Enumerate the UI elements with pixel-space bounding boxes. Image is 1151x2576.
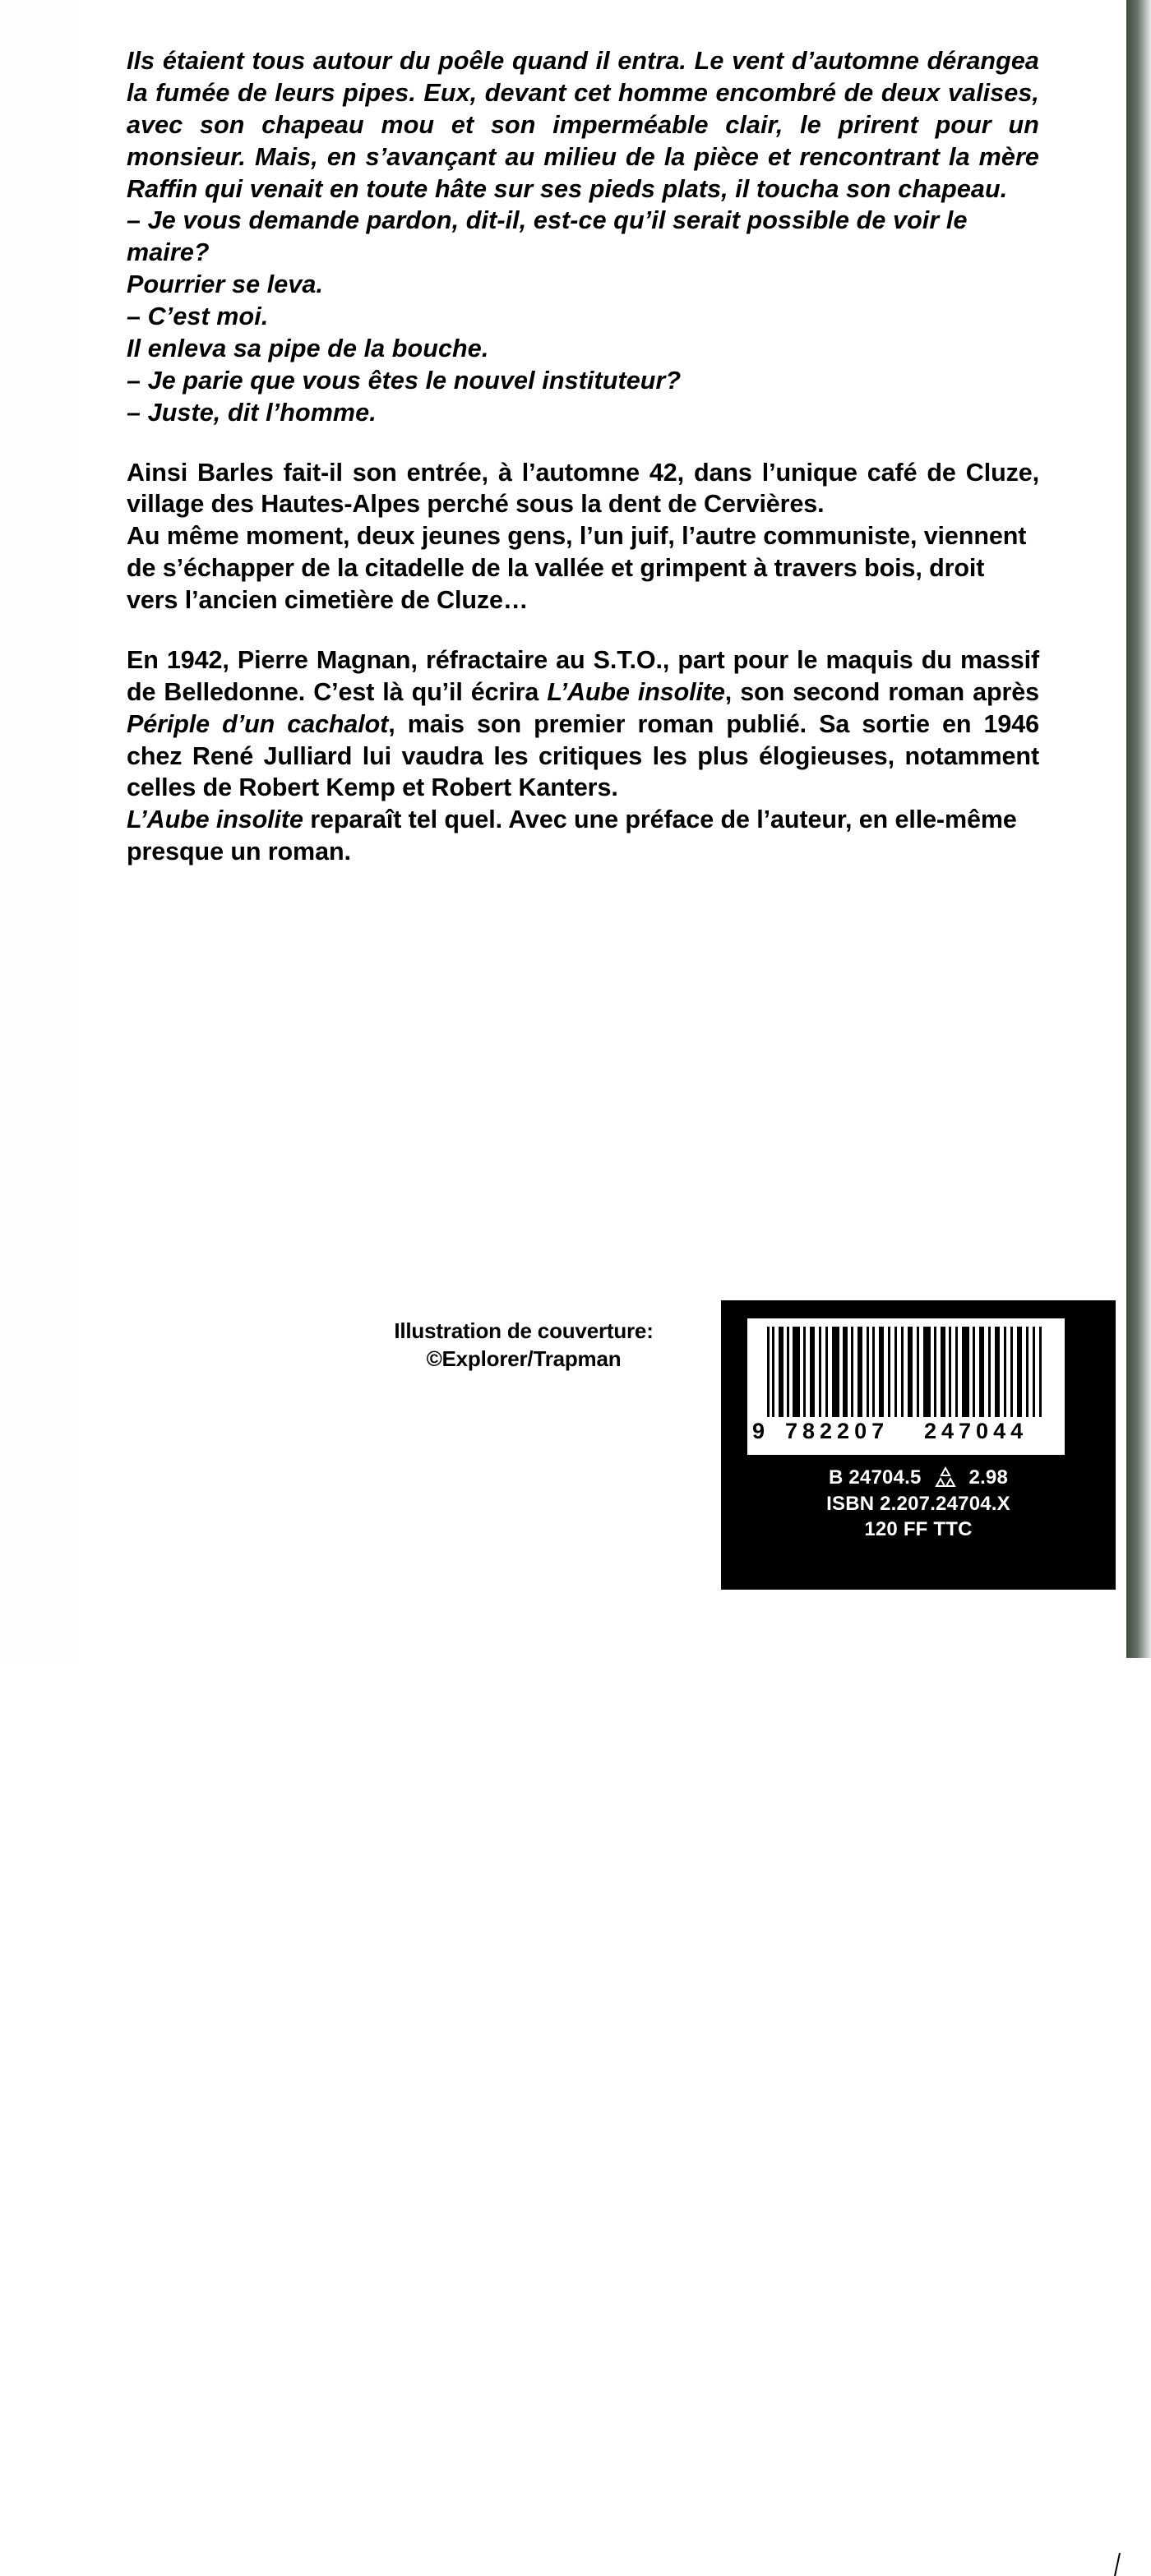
price-code: 2.98 bbox=[968, 1466, 1009, 1489]
excerpt-paragraph-3: Pourrier se leva. bbox=[127, 270, 324, 299]
cover-illustration-credit bbox=[347, 1317, 700, 1373]
synopsis bbox=[127, 457, 1039, 616]
author-note-paragraph-1 bbox=[127, 644, 1039, 804]
barcode-area bbox=[747, 1318, 1065, 1455]
book-back-cover bbox=[79, 0, 1126, 1658]
bio-text-4: reparaît tel quel. Avec une préface de l’auteur, en elle-même presque un roman. bbox=[127, 806, 1017, 866]
synopsis-paragraph-2: Au même moment, deux jeunes gens, l’un juif, l’autre communiste, viennent de s’échapper de la citadelle de la vallée et grimpent à travers bois, droit vers l’ancien cimetière de Cluze… bbox=[127, 522, 1027, 614]
back-cover-text bbox=[127, 45, 1039, 896]
corner-tick-mark bbox=[1112, 2553, 1123, 2576]
page-edge-left bbox=[0, 0, 79, 1658]
barcode-panel bbox=[721, 1300, 1116, 1590]
synopsis-paragraph-1: Ainsi Barles fait-il son entrée, à l’automne 42, dans l’unique café de Cluze, village des Hautes-Alpes perché sous la dent de Cervières. bbox=[127, 458, 1039, 519]
excerpt-paragraph-4: – C’est moi. bbox=[127, 302, 269, 330]
back-cover-footer bbox=[158, 1282, 1151, 1658]
excerpt-paragraph-1: Ils étaient tous autour du poêle quand il entra. Le vent d’automne dérangea la fumée de leurs pipes. Eux, devant cet homme encombré de deux valises, avec son chapeau mou et son imperméable clair, le prirent pour un monsieur. Mais, en s’avançant au milieu de la pièce et rencontrant la mère Raffin qui venait en toute hâte sur ses pieds plats, il toucha son chapeau. bbox=[127, 47, 1039, 203]
excerpt-paragraph-2: – Je vous demande pardon, dit-il, est-ce qu’il serait possible de voir le maire? bbox=[127, 206, 968, 267]
novel-excerpt bbox=[127, 45, 1039, 429]
excerpt-paragraph-6: – Je parie que vous êtes le nouvel instituteur? bbox=[127, 366, 682, 395]
book-title-periple: Périple d’un cachalot bbox=[127, 709, 389, 738]
bio-text-1: En 1942, Pierre Magnan, réfractaire au S.T.O., part pour le maquis du massif de Belledonne. C’est là qu’il écrira bbox=[127, 645, 1039, 706]
isbn-text: ISBN 2.207.24704.X bbox=[826, 1492, 1010, 1515]
author-note-paragraph-2 bbox=[127, 804, 1039, 868]
author-note bbox=[127, 644, 1039, 868]
bio-text-3: , mais son premier roman publié. Sa sortie en 1946 chez René Julliard lui vaudra les critiques les plus élogieuses, notamment celles de Robert Kemp et Robert Kanters. bbox=[127, 709, 1039, 802]
book-spine-edge bbox=[1126, 0, 1151, 1658]
barcode-bars bbox=[767, 1327, 1045, 1417]
book-title-aube-2: L’Aube insolite bbox=[127, 806, 303, 834]
excerpt-paragraph-7: – Juste, dit l’homme. bbox=[127, 398, 377, 427]
credit-line-2: ©Explorer/Trapman bbox=[426, 1346, 622, 1372]
excerpt-paragraph-5: Il enleva sa pipe de la bouche. bbox=[127, 334, 489, 362]
book-title-aube-1: L’Aube insolite bbox=[547, 677, 725, 706]
price-text: 120 FF TTC bbox=[864, 1518, 973, 1541]
credit-line-1: Illustration de couverture: bbox=[394, 1318, 654, 1343]
reference-code: B 24704.5 bbox=[828, 1466, 922, 1489]
barcode-right-digits: 247044 bbox=[924, 1419, 1029, 1443]
publisher-codes bbox=[721, 1465, 1116, 1543]
barcode-left-digits: 782207 bbox=[785, 1419, 890, 1443]
recycle-icon bbox=[933, 1466, 958, 1489]
barcode-lead-digit: 9 bbox=[752, 1419, 766, 1443]
bio-text-2: , son second roman après bbox=[724, 677, 1039, 706]
